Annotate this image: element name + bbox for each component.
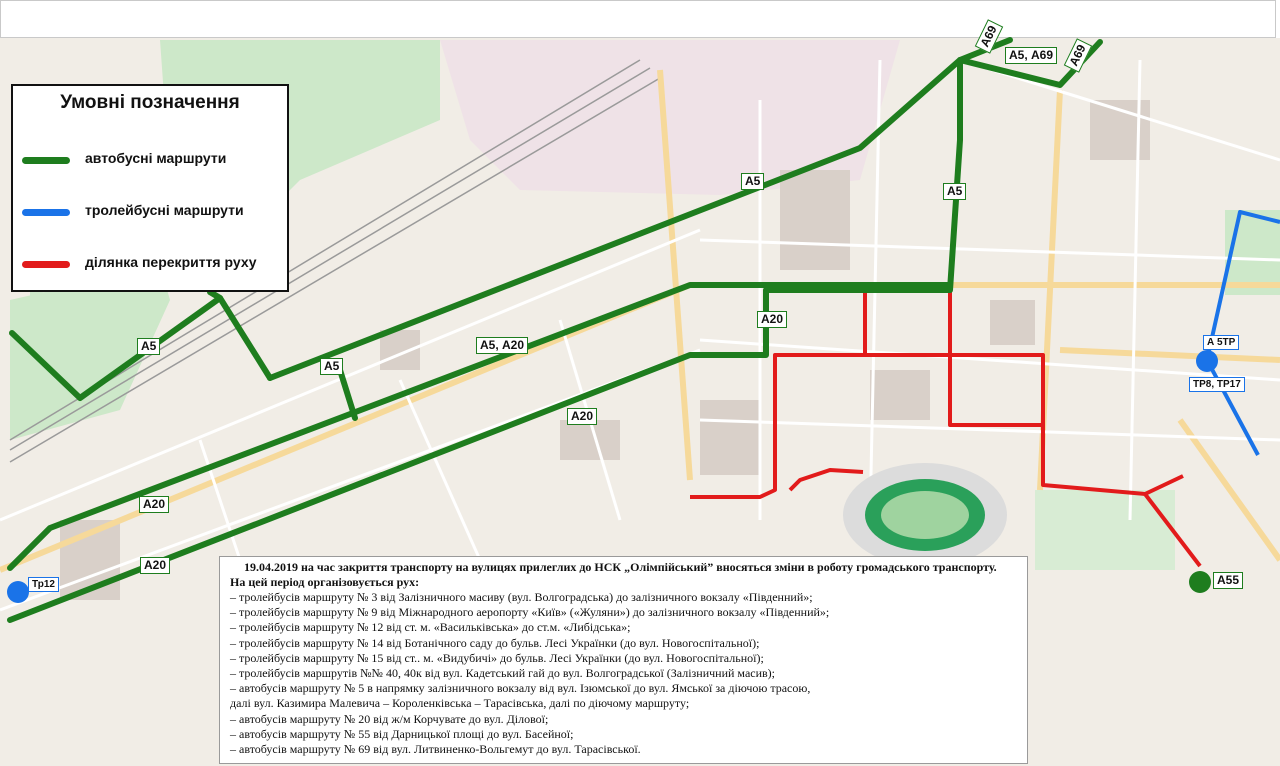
trolley-stop-5tr: [1196, 350, 1218, 372]
bus-line-icon: [22, 157, 70, 164]
label-a5-left: А5: [137, 338, 160, 355]
label-a20-center: А20: [567, 408, 597, 425]
label-a20-left-upper: А20: [139, 496, 169, 513]
legend-item-closure: [13, 254, 287, 274]
legend-label-bus: автобусні маршрути: [85, 150, 227, 166]
notice-subheading: На цей період організовується рух:: [230, 575, 420, 589]
notice-heading: 19.04.2019 на час закриття транспорту на вулицях прилеглих до НСК „Олімпійський” вносяться зміни в роботу громадського транспорту.: [244, 560, 997, 574]
notice-line: – тролейбусів маршруту № 3 від Залізничного масиву (вул. Волгоградська) до залізничного вокзалу «Південний»;: [230, 590, 813, 604]
notice-line: – тролейбусів маршрутів №№ 40, 40к від вул. Кадетський гай до вул. Волгоградської (Залізничний масив);: [230, 666, 776, 681]
notice-line: – автобусів маршруту № 55 від Дарницької площі до вул. Басейної;: [230, 726, 574, 741]
notice-line: – автобусів маршруту № 20 від ж/м Корчувате до вул. Ділової;: [230, 711, 549, 726]
label-a20-mid: А20: [757, 311, 787, 328]
legend-item-bus: [13, 150, 287, 170]
notice-line: – тролейбусів маршруту № 12 від ст. м. «Васильківська» до ст.м. «Либідська»;: [230, 620, 631, 635]
label-a5-a69: А5, А69: [1005, 47, 1057, 64]
legend-label-closure: ділянка перекриття руху: [85, 254, 257, 270]
label-a69-top: А69: [975, 19, 1003, 53]
label-tr12: Тр12: [28, 577, 59, 592]
label-a69-right: А69: [1064, 38, 1092, 72]
legend-label-trolley: тролейбусні маршрути: [85, 202, 244, 218]
green-patch: [1035, 490, 1175, 570]
notice-line: – автобусів маршруту № 69 від вул. Литвиненко-Вольгемут до вул. Тарасівської.: [230, 742, 641, 757]
notice-line: – тролейбусів маршруту № 9 від Міжнародного аеропорту «Київ» («Жуляни») до залізничного вокзалу «Південний»;: [230, 605, 830, 620]
bus-stop-a55: [1189, 571, 1211, 593]
label-a5-small: А5: [320, 358, 343, 375]
map-legend: [11, 84, 289, 292]
closure-line-icon: [22, 261, 70, 268]
trolley-stop-tr12: [7, 581, 29, 603]
label-a5-vertical: А5: [943, 183, 966, 200]
label-a55: А55: [1213, 572, 1243, 589]
notice-line: – автобусів маршруту № 5 в напрямку залізничного вокзалу від вул. Ізюмської до вул. Ямської за діючою трасою,: [230, 681, 811, 696]
legend-title: Умовні позначення: [60, 92, 240, 113]
notice-line: далі вул. Казимира Малевича – Короленківська – Тарасівська, далі по діючому маршруту;: [230, 696, 690, 711]
label-tr8-tr17: ТР8, ТР17: [1189, 377, 1245, 392]
label-a5-upper: А5: [741, 173, 764, 190]
legend-item-trolley: [13, 202, 287, 222]
label-a20-left-lower: А20: [140, 557, 170, 574]
stadium-field: [881, 491, 969, 539]
notice-line: – тролейбусів маршруту № 15 від ст.. м. «Видубичі» до бульв. Лесі Українки (до вул. Новогоспітальної);: [230, 650, 764, 665]
notice-line: – тролейбусів маршруту № 14 від Ботанічного саду до бульв. Лесі Українки (до вул. Новогоспітальної);: [230, 635, 760, 650]
trolley-line-icon: [22, 209, 70, 216]
label-a-5tr: А 5ТР: [1203, 335, 1239, 350]
notice-list: [230, 590, 1017, 757]
label-a5-a20: А5, А20: [476, 337, 528, 354]
notice-box: [219, 556, 1028, 764]
